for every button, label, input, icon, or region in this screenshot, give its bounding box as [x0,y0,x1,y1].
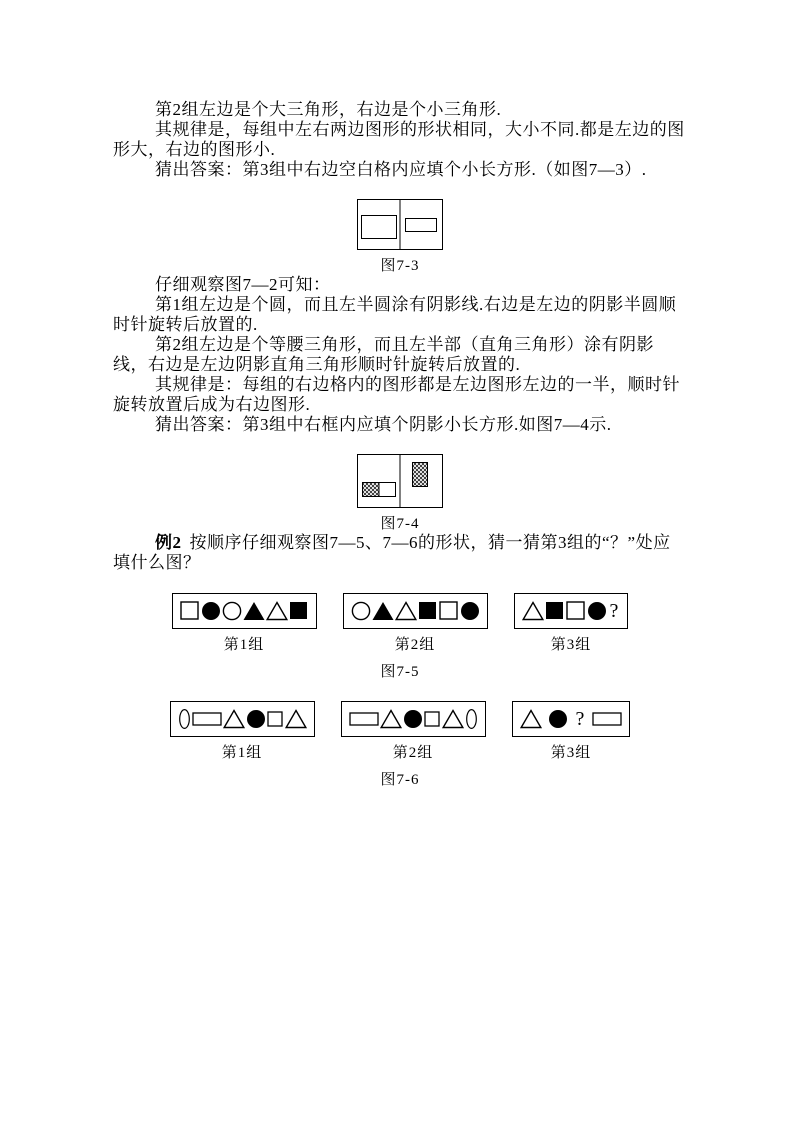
paragraph-example-2 [113,533,687,573]
paragraph-rule-1: 其规律是，每组中左右两边图形的形状相同，大小不同.都是左边的图形大，右边的图形小. [113,120,685,159]
figure-7-6-group-1 [170,701,315,762]
black-circle-shape [403,707,423,731]
figure-7-3-caption: 图7-3 [380,258,420,274]
white-triangle-shape [520,707,542,731]
paragraph-group2-shapes: 第2组左边是个大三角形，右边是个小三角形. [155,100,502,119]
figure-7-3 [113,199,687,275]
group-3-label: 第3组 [550,745,592,761]
figure-7-4-drawing [357,454,443,508]
white-triangle-shape [380,707,402,731]
oval-shape [465,707,478,731]
black-circle-shape [548,707,568,731]
paragraph-observe: 仔细观察图7—2可知： [155,275,331,294]
example-2-label: 例2 [155,533,182,552]
small-rectangle-outline [406,219,437,232]
figure-7-6-groups [113,701,687,762]
rectangle-shape [192,707,222,731]
figure-7-3-drawing [357,199,443,250]
white-circle-shape [351,599,371,623]
figure-7-5 [113,593,687,681]
white-circle-shape [222,599,242,623]
figure-7-4-svg [357,454,443,508]
shape-box-group-2 [343,593,488,629]
white-square-shape [566,599,586,623]
shaded-half-rectangle [363,483,380,497]
large-rectangle-outline [362,216,397,239]
figure-7-6-caption: 图7-6 [380,772,420,788]
shape-box-group-3 [512,701,631,737]
figure-7-6-group-2 [341,701,486,762]
shaded-vertical-rectangle [413,463,428,487]
figure-7-4 [113,454,687,533]
black-square-shape [418,599,438,623]
rectangle-shape [592,707,622,731]
black-triangle-shape [372,599,394,623]
figure-7-5-group-3 [514,593,629,654]
shape-box-group-2 [341,701,486,737]
group-1-label: 第1组 [223,637,265,653]
oval-shape [178,707,191,731]
white-square-shape [180,599,200,623]
question-mark: ? [575,708,585,730]
white-triangle-shape [442,707,464,731]
figure-7-6-group-3 [512,701,631,762]
rectangle-shape [349,707,379,731]
white-triangle-shape [266,599,288,623]
black-circle-shape [460,599,480,623]
example-2-text: 按顺序仔细观察图7—5、7—6的形状，猜一猜第3组的“？”处应填什么图？ [113,533,671,572]
figure-7-5-group-1 [172,593,317,654]
group-1-label: 第1组 [221,745,263,761]
white-square-shape [424,707,441,731]
black-circle-shape [201,599,221,623]
question-mark: ? [609,600,619,622]
white-square-shape [267,707,284,731]
white-triangle-shape [522,599,544,623]
white-square-shape [439,599,459,623]
black-square-shape [545,599,565,623]
paragraph-answer-1: 猜出答案：第3组中右边空白格内应填个小长方形.（如图7—3）. [155,160,647,179]
figure-7-6 [113,701,687,789]
black-square-shape [289,599,309,623]
figure-7-5-caption: 图7-5 [380,664,420,680]
white-triangle-shape [223,707,245,731]
figure-7-5-group-2 [343,593,488,654]
group-3-label: 第3组 [550,637,592,653]
white-triangle-shape [395,599,417,623]
paragraph-answer-2: 猜出答案：第3组中右框内应填个阴影小长方形.如图7—4示. [155,415,612,434]
paragraph-group2-triangle: 第2组左边是个等腰三角形，而且左半部（直角三角形）涂有阴影线，右边是左边阴影直角三角形顺时针旋转后放置的. [113,335,654,374]
group-2-label: 第2组 [394,637,436,653]
figure-7-5-groups [113,593,687,654]
figure-7-3-svg [357,199,443,250]
paragraph-rule-2: 其规律是：每组的右边格内的图形都是左边图形左边的一半，顺时针旋转放置后成为右边图形. [113,375,680,414]
black-circle-shape [246,707,266,731]
group-2-label: 第2组 [392,745,434,761]
black-triangle-shape [243,599,265,623]
paragraph-group1-circle: 第1组左边是个圆，而且左半圆涂有阴影线.右边是左边的阴影半圆顺时针旋转后放置的. [113,295,677,334]
shape-box-group-1 [170,701,315,737]
shape-box-group-3 [514,593,629,629]
white-triangle-shape [285,707,307,731]
figure-7-4-caption: 图7-4 [380,516,420,532]
shape-box-group-1 [172,593,317,629]
black-circle-shape [587,599,607,623]
